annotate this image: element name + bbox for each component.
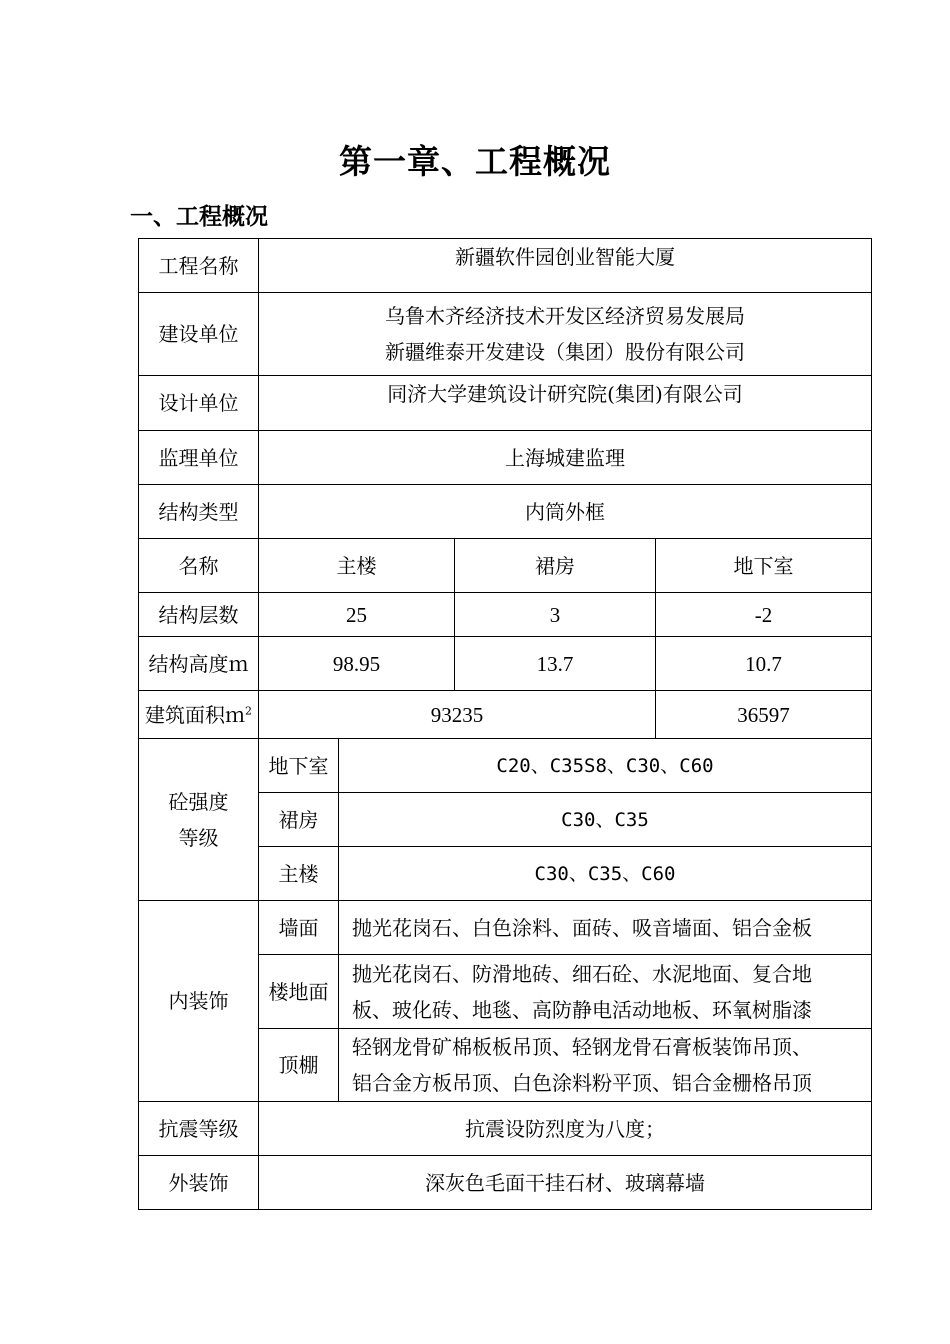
floors-basement: -2 <box>656 593 872 637</box>
row-building-header <box>139 539 872 593</box>
label-concrete-line-2: 等级 <box>178 825 219 850</box>
interior-ceiling-line-2: 铝合金方板吊顶、白色涂料粉平顶、铝合金栅格吊顶 <box>352 1071 812 1095</box>
label-supervisor: 监理单位 <box>139 431 259 485</box>
builder-line-1: 乌鲁木齐经济技术开发区经济贸易发展局 <box>385 304 745 328</box>
value-project-name: 新疆软件园创业智能大厦 <box>259 239 872 293</box>
interior-value-wall: 抛光花岗石、白色涂料、面砖、吸音墙面、铝合金板 <box>339 901 872 955</box>
value-designer: 同济大学建筑设计研究院(集团)有限公司 <box>259 376 872 431</box>
area-main-podium: 93235 <box>259 691 656 739</box>
label-structure: 结构类型 <box>139 485 259 539</box>
label-designer: 设计单位 <box>139 376 259 431</box>
concrete-value-podium: C30、C35 <box>339 793 872 847</box>
row-designer <box>139 376 872 431</box>
label-area-text: 建筑面积ｍ <box>145 702 245 727</box>
row-project-name <box>139 239 872 293</box>
row-area <box>139 691 872 739</box>
value-supervisor: 上海城建监理 <box>259 431 872 485</box>
label-area-superscript: 2 <box>245 703 252 717</box>
label-floors: 结构层数 <box>139 593 259 637</box>
label-concrete <box>139 739 259 901</box>
header-podium: 裙房 <box>455 539 656 593</box>
label-seismic: 抗震等级 <box>139 1102 259 1156</box>
area-basement: 36597 <box>656 691 872 739</box>
row-exterior <box>139 1156 872 1210</box>
row-seismic <box>139 1102 872 1156</box>
row-height <box>139 637 872 691</box>
concrete-part-main: 主楼 <box>259 847 339 901</box>
interior-floor-line-1: 抛光花岗石、防滑地砖、细石砼、水泥地面、复合地 <box>352 961 812 986</box>
value-seismic: 抗震设防烈度为八度； <box>259 1102 872 1156</box>
height-basement: 10.7 <box>656 637 872 691</box>
concrete-part-basement: 地下室 <box>259 739 339 793</box>
label-builder: 建设单位 <box>139 293 259 376</box>
concrete-value-main: C30、C35、C60 <box>339 847 872 901</box>
height-podium: 13.7 <box>455 637 656 691</box>
label-interior: 内装饰 <box>139 901 259 1102</box>
label-project-name: 工程名称 <box>139 239 259 293</box>
row-builder <box>139 293 872 376</box>
project-overview-table <box>138 238 872 1210</box>
row-concrete-basement <box>139 739 872 793</box>
interior-part-floor: 楼地面 <box>259 955 339 1029</box>
interior-part-wall: 墙面 <box>259 901 339 955</box>
value-builder <box>259 293 872 376</box>
label-concrete-line-1: 砼强度 <box>168 789 229 814</box>
header-main-building: 主楼 <box>259 539 455 593</box>
row-interior-wall <box>139 901 872 955</box>
interior-floor-line-2: 板、玻化砖、地毯、高防静电活动地板、环氧树脂漆 <box>352 997 812 1022</box>
value-structure: 内筒外框 <box>259 485 872 539</box>
row-structure <box>139 485 872 539</box>
label-height: 结构高度ｍ <box>139 637 259 691</box>
interior-part-ceiling: 顶棚 <box>259 1029 339 1102</box>
chapter-title: 第一章、工程概况 <box>339 142 611 181</box>
interior-value-floor <box>339 955 872 1029</box>
builder-line-2: 新疆维泰开发建设（集团）股份有限公司 <box>385 340 745 364</box>
label-exterior: 外装饰 <box>139 1156 259 1210</box>
row-floors <box>139 593 872 637</box>
concrete-part-podium: 裙房 <box>259 793 339 847</box>
floors-main: 25 <box>259 593 455 637</box>
row-supervisor <box>139 431 872 485</box>
floors-podium: 3 <box>455 593 656 637</box>
value-exterior: 深灰色毛面干挂石材、玻璃幕墙 <box>259 1156 872 1210</box>
concrete-value-basement: C20、C35S8、C30、C60 <box>339 739 872 793</box>
header-name: 名称 <box>139 539 259 593</box>
height-main: 98.95 <box>259 637 455 691</box>
interior-ceiling-line-1: 轻钢龙骨矿棉板板吊顶、轻钢龙骨石膏板装饰吊顶、 <box>352 1035 812 1059</box>
label-area <box>139 691 259 739</box>
header-basement: 地下室 <box>656 539 872 593</box>
interior-value-ceiling <box>339 1029 872 1102</box>
section-heading: 一、工程概况 <box>130 204 268 230</box>
